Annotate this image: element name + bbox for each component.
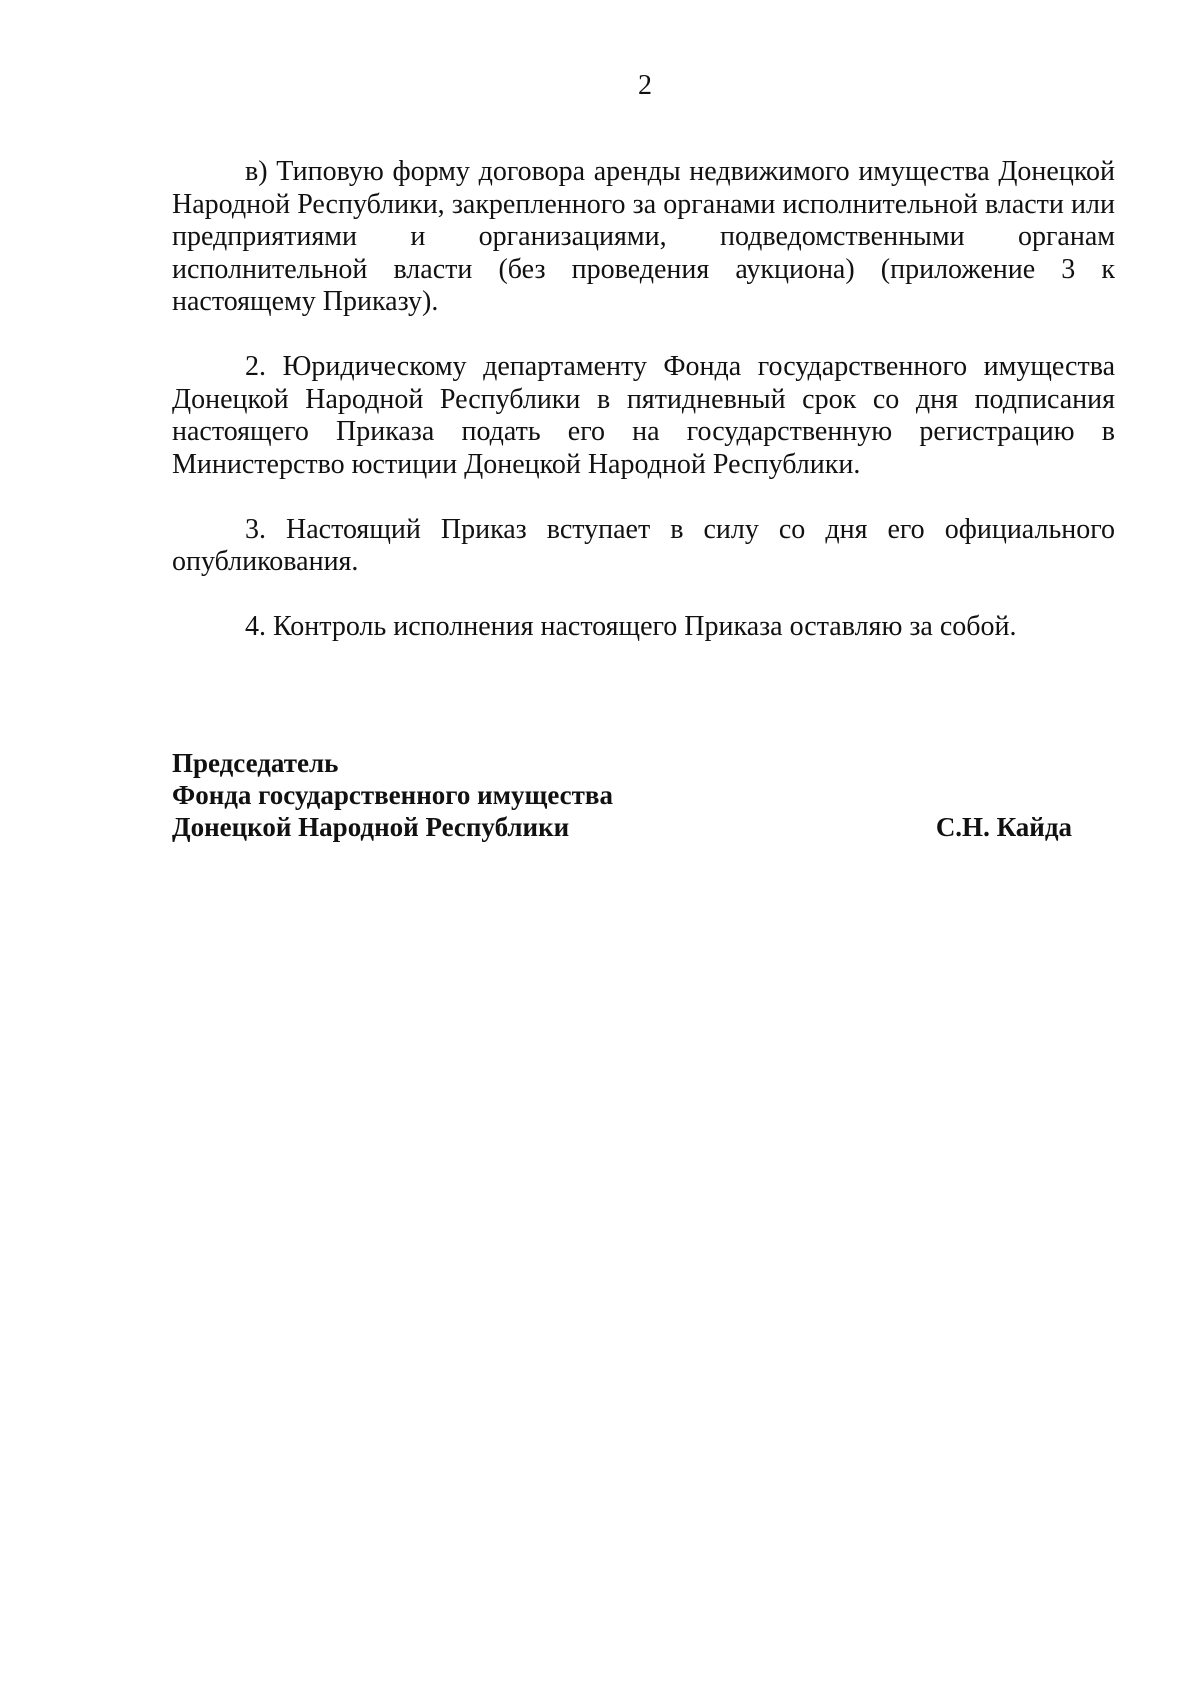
paragraph-item-v: в) Типовую форму договора аренды недвижимого имущества Донецкой Народной Республики, закрепленного за органами исполнительной власти или предприятиями и организациями, подведомственными органам исполнительной власти (без проведения аукциона) (приложение 3 к настоящему Приказу). bbox=[172, 156, 1115, 317]
signatory-name: С.Н. Кайда bbox=[935, 812, 1072, 842]
signature-block bbox=[172, 747, 1072, 843]
paragraph-item-3: 3. Настоящий Приказ вступает в силу со дня его официального опубликования. bbox=[172, 513, 1115, 577]
document-body bbox=[172, 156, 1115, 676]
signatory-title-line-3: Донецкой Народной Республики bbox=[172, 812, 570, 842]
signatory-title-line-1: Председатель bbox=[172, 748, 339, 778]
page-number: 2 bbox=[638, 70, 652, 101]
signatory-title-line-2: Фонда государственного имущества bbox=[172, 780, 613, 810]
paragraph-item-4: 4. Контроль исполнения настоящего Приказа оставляю за собой. bbox=[245, 611, 1017, 642]
signature-row bbox=[172, 811, 1072, 843]
paragraph-item-2: 2. Юридическому департаменту Фонда государственного имущества Донецкой Народной Республики в пятидневный срок со дня подписания настоящего Приказа подать его на государственную регистрацию в Министерство юстиции Донецкой Народной Республики. bbox=[172, 351, 1115, 480]
